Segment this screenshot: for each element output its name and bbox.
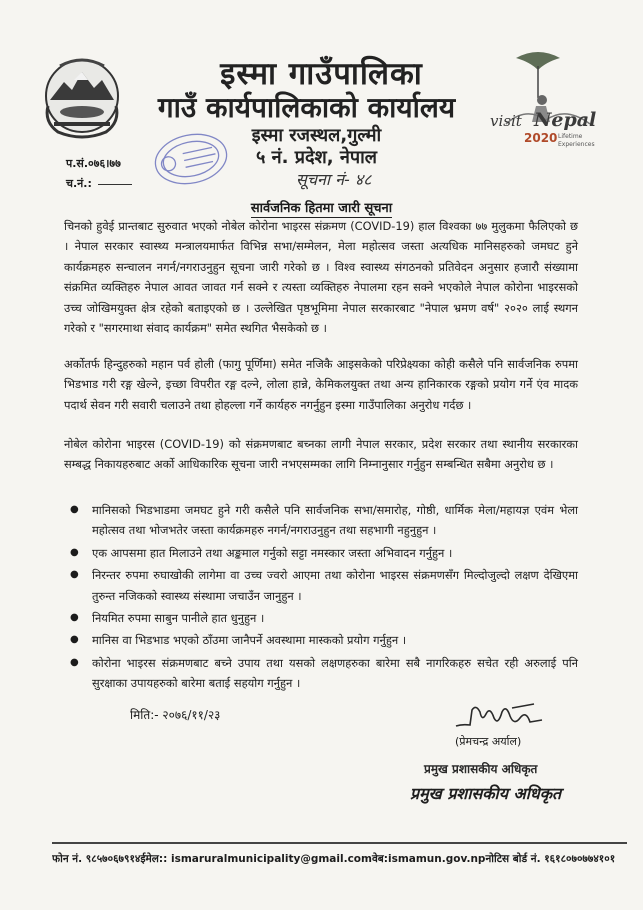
signatory-title: प्रमुख प्रशासकीय अधिकृत — [410, 784, 562, 803]
dispatch-number-blank — [98, 184, 132, 185]
svg-text:visit: visit — [490, 112, 522, 130]
paragraph-1: चिनको हुवेई प्रान्तबाट सुरुवात भएको नोबेल कोरोना भाइरस संक्रमण (COVID-19) हाल विश्वका ७७ मुलुकमा फैलिएको छ । नेपाल सरकार स्वास्थ्य मन्त्रालयमार्फत विभिन्न सभा/सम्मेलन, मेला महोत्सव जस्ता अत्यधिक मानिसहरुको जमघट हुने कार्यक्रमहरु सन्चालन नगर्न/नगराउनुहुन सूचना जारी गरेको छ । विश्व स्वास्थ्य संगठनको प्रतिवेदन अनुसार हजारौ संख्यामा संक्रमित व्यक्तिहरु नेपाल आवत जावत गर्न सक्ने र त्यस्ता व्यक्तिहरु नेपालमा रहन सक्ने भएकोले नेपाल कोरोना भाइरसको उच्च जोखिमयुक्त क्षेत्र रहेको बताइएको छ । उल्लेखित पृष्ठभूमिमा नेपाल सरकारबाट "नेपाल भ्रमण वर्ष" २०२० लाई स्थगन गरेको र "सगरमाथा संवाद कार्यक्रम" समेत स्थगित भैसकेको छ । — [64, 219, 578, 336]
list-item: ● मानिस वा भिडभाड भएको ठाँउमा जानैपर्ने अवस्थामा मास्कको प्रयोग गर्नुहुन । — [64, 630, 578, 650]
svg-text:2020: 2020 — [524, 131, 558, 145]
issue-date: मिति:- २०७६/११/२३ — [130, 708, 221, 722]
svg-text:Nepal: Nepal — [534, 109, 597, 131]
notice-number: सूचना नं- ४८ — [296, 170, 372, 189]
address-line-2: ५ नं. प्रदेश, नेपाल — [256, 147, 377, 168]
office-seal-stamp — [150, 128, 232, 190]
municipality-title: इस्मा गाउँपालिका — [220, 56, 423, 92]
signatory-name: (प्रेमचन्द्र अर्याल) — [455, 735, 522, 748]
list-item: ● निरन्तर रुपमा रुघाखोकी लागेमा वा उच्च ज्वरो आएमा तथा कोरोना भाइरस संक्रमणसँग मिल्दोजुल्दो लक्षण देखिएमा तुरुन्त नजिकको स्वास्थ्य संस्थामा जचाउँन जानुहुन । — [64, 565, 578, 606]
svg-text:Lifetime: Lifetime — [558, 133, 583, 140]
svg-text:Experiences: Experiences — [558, 141, 595, 148]
notice-subject: सार्वजनिक हितमा जारी सूचना — [250, 201, 393, 216]
office-title: गाउँ कार्यपालिकाको कार्यालय — [157, 91, 456, 124]
nepal-emblem-icon — [34, 46, 130, 142]
address-line-1: इस्मा रजस्थल,गुल्मी — [251, 125, 382, 146]
signatory-stamp: प्रमुख प्रशासकीय अधिकृत — [424, 762, 538, 776]
footer-divider — [52, 842, 627, 844]
footer-contact: फोन नं. ९८५७०६७९१४ईमेल:: ismaruralmunicipality@gmail.comवेब:ismamun.gov.npनोटिस बोर्ड नं. १६१८०७०७७४१०१ — [52, 853, 616, 865]
dispatch-number: च.नं.: — [66, 176, 132, 191]
signature-icon — [452, 700, 548, 734]
paragraph-2: अर्कोतर्फ हिन्दुहरुको महान पर्व होली (फागु पूर्णिमा) समेत नजिकै आइसकेको परिप्रेक्ष्यका कोही कसैले पनि सार्वजनिक रुपमा भिडभाड गरी रङ्ग खेल्ने, इच्छा विपरीत रङ्ग दल्ने, लोला हान्ने, केमिकलयुक्त तथा अन्य हानिकारक रङ्गको प्रयोग गर्ने एंव मादक पदार्थ सेवन गरी सवारी चलाउने तथा होहल्ला गर्ने कार्यहरु नगर्नुहुन इस्मा गाउँपालिका अनुरोध गर्दछ । — [64, 357, 578, 412]
list-item: ● मानिसको भिडभाडमा जमघट हुने गरी कसैले पनि सार्वजनिक सभा/समारोह, गोष्ठी, धार्मिक मेला/महायज्ञ एवंम भेला महोत्सव तथा भोजभतेर जस्ता कार्यक्रमहरु नगर्न/नगराउनुहुन तथा सहभागी नहुनुहुन । — [64, 500, 578, 541]
instruction-list — [64, 500, 578, 696]
letter-reference-number: प.सं.०७६।७७ — [66, 157, 121, 170]
paragraph-3: नोबेल कोरोना भाइरस (COVID-19) को संक्रमणबाट बच्नका लागी नेपाल सरकार, प्रदेश सरकार तथा स्थानीय सरकारका सम्बद्ध निकायहरुबाट अर्को आधिकारिक सूचना जारी नभएसम्मका लागि निम्नानुसार गर्नुहुन सम्बन्धित सबैमा अनुरोध छ । — [64, 437, 578, 472]
list-item: ● नियमित रुपमा साबुन पानीले हात धुनुहुन । — [64, 608, 578, 628]
list-item: ● कोरोना भाइरस संक्रमणबाट बच्ने उपाय तथा यसको लक्षणहरुका बारेमा सबै नागरिकहरु सचेत रही अरुलाई पनि सुरक्षाका उपायहरुको बारेमा बताई सहयोग गर्नुहुन । — [64, 653, 578, 694]
list-item: ● एक आपसमा हात मिलाउने तथा अङ्कमाल गर्नुको सट्टा नमस्कार जस्ता अभिवादन गर्नुहुन । — [64, 543, 578, 563]
visit-nepal-logo — [486, 40, 608, 150]
